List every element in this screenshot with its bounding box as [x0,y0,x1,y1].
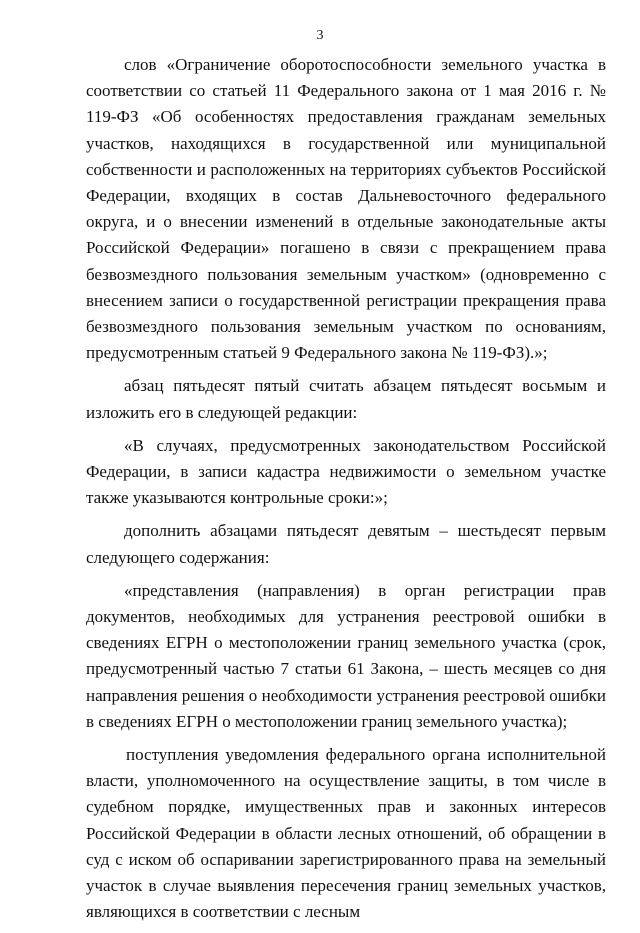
paragraph-1: слов «Ограничение оборотоспособности земельного участка в соответствии со статьей 11 Федерального закона от 1 мая 2016 г. № 119-ФЗ «Об особенностях предоставления гражданам земельных участков, находящихся в государственной или муниципальной собственности и расположенных на территориях субъектов Российской Федерации, входящих в состав Дальневосточного федерального округа, и о внесении изменений в отдельные законодательные акты Российской Федерации» погашено в связи с прекращением права безвозмездного пользования земельным участком» (одновременно с внесением записи о государственной регистрации прекращения права безвозмездного пользования земельным участком по основаниям, предусмотренным статьей 9 Федерального закона № 119-ФЗ).»; [86,55,606,363]
page-number: 3 [316,28,324,43]
paragraph-5: «представления (направления) в орган регистрации прав документов, необходимых для устранения реестровой ошибки в сведениях ЕГРН о местоположении границ земельного участка (срок, предусмотренный частью 7 статьи 61 Закона, – шесть месяцев со дня направления решения о необходимости устранения реестровой ошибки в сведениях ЕГРН о местоположении границ земельного участка); [86,580,606,731]
paragraph-2: абзац пятьдесят пятый считать абзацем пятьдесят восьмым и изложить его в следующей редакции: [86,376,606,422]
paragraph-3: «В случаях, предусмотренных законодательством Российской Федерации, в записи кадастра недвижимости о земельном участке также указываются контрольные сроки:»; [86,435,606,508]
document-body [86,52,606,933]
paragraph-4: дополнить абзацами пятьдесят девятым – шестьдесят первым следующего содержания: [86,521,606,567]
paragraph-6: поступления уведомления федерального органа исполнительной власти, уполномоченного на осуществление защиты, в том числе в судебном порядке, имущественных прав и законных интересов Российской Федерации в области лесных отношений, об обращении в суд с иском об оспаривании зарегистрированного права на земельный участок в случае выявления пересечения границ земельных участков, являющихся в соответствии с лесным [86,745,606,922]
